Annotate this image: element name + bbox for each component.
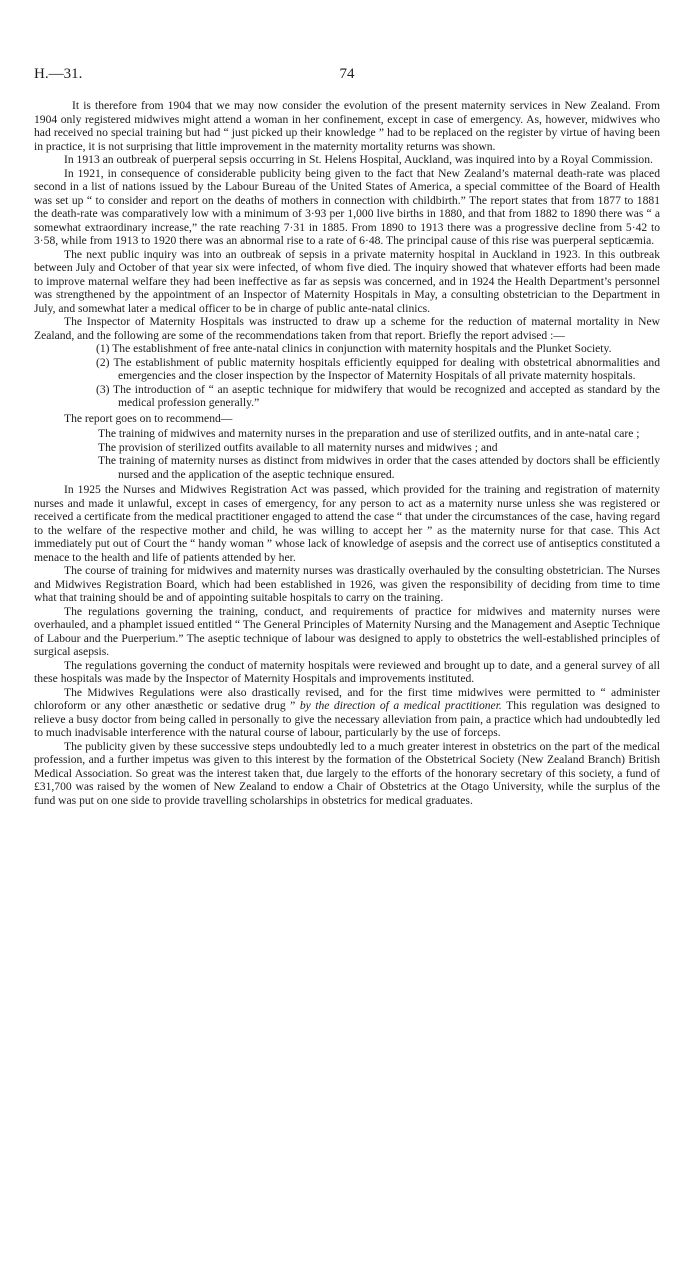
list-item: (3) The introduction of “ an aseptic technique for midwifery that would be recognized and accepted as standard by the medical profession generally.” <box>96 382 660 409</box>
list-item: (2) The establishment of public maternity hospitals efficiently equipped for dealing with obstetrical abnormalities and emergencies and the closer inspection by the Inspector of Maternity Hospitals of all private maternity hospitals. <box>96 355 660 382</box>
paragraph: In 1921, in consequence of considerable publicity being given to the fact that New Zealand’s maternal death-rate was placed second in a list of nations issued by the Labour Bureau of the United States of America, a special committee of the Board of Health was set up “ to consider and report on the deaths of mothers in connection with childbirth.” The report states that from 1877 to 1881 the death-rate was comparatively low with a minimum of 3·93 per 1,000 live births in 1880, and that from 1882 to 1890 there was “ a somewhat extraordinary increase,” the rate reaching 7·31 in 1885. From 1890 to 1913 there was a progressive decline from 5·42 to 3·58, while from 1913 to 1920 there was an abnormal rise to a rate of 6·48. The principal cause of this rise was puerperal septicæmia. <box>34 166 660 247</box>
paragraph: In 1913 an outbreak of puerperal sepsis occurring in St. Helens Hospital, Auckland, was inquired into by a Royal Commission. <box>64 153 653 166</box>
paragraph: The course of training for midwives and maternity nurses was drastically overhauled by the consulting obstetrician. The Nurses and Midwives Registration Board, which had been established in 1926, was given the responsibility of deciding from time to time what that training should be and of appointing suitable hospitals to carry on the training. <box>34 564 660 604</box>
paragraph: The regulations governing the conduct of maternity hospitals were reviewed and brought up to date, and a general survey of all these hospitals was made by the Inspector of Maternity Hospitals and improvements instituted. <box>34 658 660 685</box>
document-reference: H.—31. <box>34 66 83 82</box>
paragraph-text: The Midwives Regulations were also drastically revised, and for the first time midwives were permitted to “ administer chloroform or any other anæsthetic or sedative drug ” <box>34 685 660 712</box>
paragraph <box>34 686 660 740</box>
list-item: (1) The establishment of free ante-natal clinics in conjunction with maternity hospitals and the Plunket Society. <box>96 342 612 355</box>
paragraph: In 1925 the Nurses and Midwives Registration Act was passed, which provided for the training and registration of maternity nurses and made it unlawful, except in cases of emergency, for any person to act as a maternity nurse unless she was registered or received a certificate from the medical practitioner engaged to attend the case “ that under the circumstances of the case, having regard to the welfare of the respective mother and child, he was willing to accept her ” as the maternity nurse for that case. This Act immediately put out of Court the “ handy woman ” whose lack of knowledge of asepsis and the correct use of antiseptics constituted a menace to the health and life of patients attended by her. <box>34 483 660 564</box>
list-item: The training of maternity nurses as distinct from midwives in order that the cases attended by doctors shall be efficiently nursed and the application of the aseptic technique ensured. <box>98 454 660 481</box>
paragraph: It is therefore from 1904 that we may now consider the evolution of the present maternity services in New Zealand. From 1904 only registered midwives might attend a woman in her confinement, except in case of emergency. As, however, midwives who had received no special training but had “ just picked up their knowledge ” had to be replaced on the register by virtue of having been in practice, it is not surprising that little improvement in the maternity mortality returns was shown. <box>34 99 660 153</box>
emphasis-text: by the direction of a medical practitioner. <box>299 699 502 712</box>
paragraph: The Inspector of Maternity Hospitals was instructed to draw up a scheme for the reduction of maternal mortality in New Zealand, and the following are some of the recommendations taken from that report. Briefly the report advised :— <box>34 315 660 342</box>
list-item: The training of midwives and maternity nurses in the preparation and use of sterilized outfits, and in ante-natal care ; <box>98 427 640 440</box>
paragraph: The next public inquiry was into an outbreak of sepsis in a private maternity hospital in Auckland in 1923. In this outbreak between July and October of that year six were infected, of whom five died. The inquiry showed that whatever efforts had been made to improve maternal welfare they had been ineffective as far as sepsis was concerned, and in 1924 the Health Department’s personnel was strengthened by the appointment of an Inspector of Maternity Hospitals in May, a consulting obstetrician to the Department in July, and somewhat later a medical officer to be in charge of public ante-natal clinics. <box>34 247 660 315</box>
paragraph: The report goes on to recommend— <box>64 411 233 425</box>
page-number: 74 <box>339 66 355 82</box>
page-header <box>34 66 660 84</box>
paragraph: The publicity given by these successive steps undoubtedly led to a much greater interest in obstetrics on the part of the medical profession, and a further impetus was given to this interest by the formation of the Obstetrical Society (New Zealand Branch) British Medical Association. So great was the interest taken that, due largely to the efforts of the honorary secretary of this society, a fund of £31,700 was raised by the women of New Zealand to endow a Chair of Obstetrics at the Otago University, while the surplus of the fund was put on one side to provide travelling scholarships in obstetrics for medical graduates. <box>34 739 660 807</box>
paragraph: The regulations governing the training, conduct, and requirements of practice for midwives and maternity nurses were overhauled, and a phamplet issued entitled “ The General Principles of Maternity Nursing and the Management and Aseptic Technique of Labour and the Puerperium.” The aseptic technique of labour was designed to apply to obstetrics the well-established principles of surgical asepsis. <box>34 604 660 658</box>
body-text <box>34 99 660 807</box>
paragraph-text: This regulation was designed to relieve a busy doctor from being called in personally to give the necessary alleviation from pain, a practice which had undoubtedly led to much inadvisable interference with the natural course of labour, particularly by the use of forceps. <box>34 699 660 739</box>
list-item: The provision of sterilized outfits available to all maternity nurses and midwives ; and <box>98 440 498 454</box>
